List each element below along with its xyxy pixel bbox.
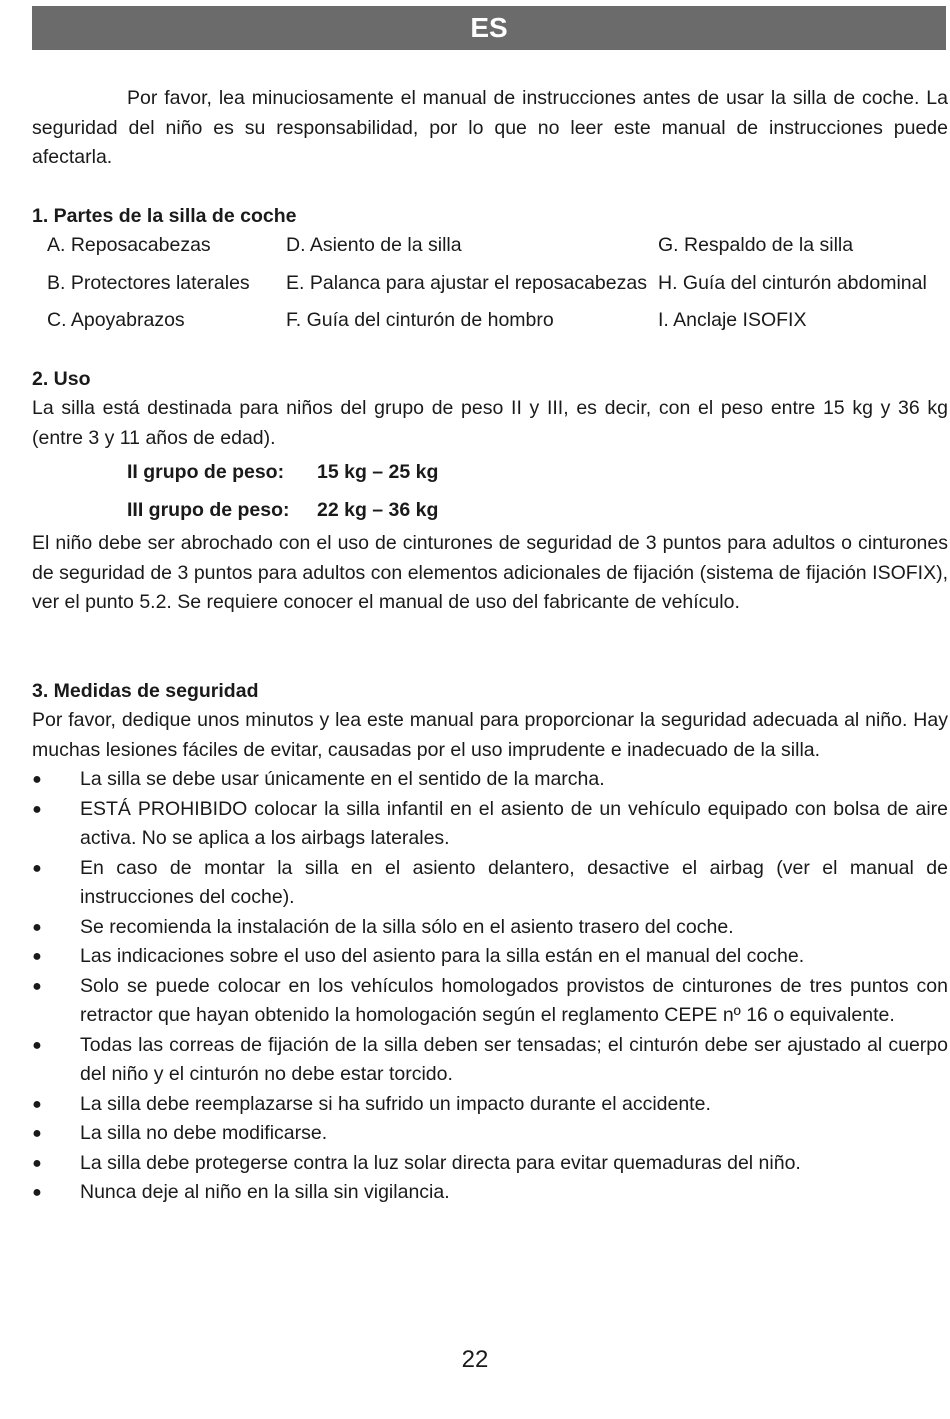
part-item: E. Palanca para ajustar el reposacabezas xyxy=(286,271,647,294)
list-item: ● La silla se debe usar únicamente en el sentido de la marcha. xyxy=(32,765,948,795)
section-3-title: 3. Medidas de seguridad xyxy=(32,679,259,702)
intro-paragraph: Por favor, lea minuciosamente el manual de instrucciones antes de usar la silla de coche. La seguridad del niño es su responsabilidad, por lo que no leer este manual de instrucciones puede afectarla. xyxy=(32,87,948,168)
bullet-icon: ● xyxy=(32,800,42,818)
usage-paragraph: La silla está destinada para niños del grupo de peso II y III, es decir, con el peso entre 15 kg y 36 kg (entre 3 y 11 años de edad). xyxy=(32,397,948,449)
part-item: F. Guía del cinturón de hombro xyxy=(286,309,554,331)
list-item: ● La silla debe protegerse contra la luz solar directa para evitar quemaduras del niño. xyxy=(32,1149,948,1179)
weight-group-value: 15 kg – 25 kg xyxy=(317,461,439,483)
weight-group-row xyxy=(127,453,948,491)
list-item: ● Nunca deje al niño en la silla sin vigilancia. xyxy=(32,1178,948,1208)
part-item: G. Respaldo de la silla xyxy=(658,234,854,256)
parts-list xyxy=(32,231,948,336)
document-body xyxy=(32,84,948,1208)
bullet-icon: ● xyxy=(32,1154,42,1172)
section-2-title: 2. Uso xyxy=(32,367,91,390)
weight-groups xyxy=(32,453,948,529)
bullet-icon: ● xyxy=(32,948,42,965)
list-item: ● Se recomienda la instalación de la silla sólo en el asiento trasero del coche. xyxy=(32,913,948,943)
list-item: ● La silla no debe modificarse. xyxy=(32,1119,948,1149)
bullet-icon: ● xyxy=(32,1036,42,1054)
part-item: D. Asiento de la silla xyxy=(286,234,462,256)
list-item: ● ESTÁ PROHIBIDO colocar la silla infantil en el asiento de un vehículo equipado con bolsa de aire activa. No se aplica a los airbags laterales. xyxy=(32,795,948,854)
bullet-icon: ● xyxy=(32,771,42,788)
list-item: ● Solo se puede colocar en los vehículos homologados provistos de cinturones de tres puntos con retractor que hayan obtenido la homologación según el reglamento CEPE nº 16 o equivalente. xyxy=(32,972,948,1031)
part-item: H. Guía del cinturón abdominal xyxy=(658,271,927,294)
bullet-icon: ● xyxy=(32,1184,42,1201)
safety-list xyxy=(32,765,948,1208)
weight-group-value: 22 kg – 36 kg xyxy=(317,499,439,521)
list-item: ● En caso de montar la silla en el asiento delantero, desactive el airbag (ver el manual de instrucciones del coche). xyxy=(32,854,948,913)
section-1-title: 1. Partes de la silla de coche xyxy=(32,204,297,227)
weight-group-row xyxy=(127,491,948,529)
weight-group-label: II grupo de peso: xyxy=(127,461,285,483)
bullet-icon: ● xyxy=(32,918,42,936)
bullet-icon: ● xyxy=(32,977,42,995)
language-header: ES xyxy=(32,6,946,50)
list-item: ● Las indicaciones sobre el uso del asiento para la silla están en el manual del coche. xyxy=(32,942,948,972)
page-number: 22 xyxy=(461,1346,489,1373)
safety-intro-paragraph: Por favor, dedique unos minutos y lea este manual para proporcionar la seguridad adecuada al niño. Hay muchas lesiones fáciles de evitar, causadas por el uso imprudente e inadecuado de la silla. xyxy=(32,709,948,761)
weight-group-label: III grupo de peso: xyxy=(127,499,290,521)
part-item: C. Apoyabrazos xyxy=(47,309,185,331)
part-item: I. Anclaje ISOFIX xyxy=(658,309,807,331)
bullet-icon: ● xyxy=(32,1125,42,1142)
part-item: A. Reposacabezas xyxy=(47,234,211,256)
list-item: ● La silla debe reemplazarse si ha sufrido un impacto durante el accidente. xyxy=(32,1090,948,1120)
bullet-icon: ● xyxy=(32,859,42,877)
fastening-paragraph: El niño debe ser abrochado con el uso de cinturones de seguridad de 3 puntos para adultos o cinturones de seguridad de 3 puntos para adultos con elementos adicionales de fijación (sistema de fijación ISOFIX), ver el punto 5.2. Se requiere conocer el manual de uso del fabricante de vehículo. xyxy=(32,532,948,613)
bullet-icon: ● xyxy=(32,1095,42,1113)
list-item: ● Todas las correas de fijación de la silla deben ser tensadas; el cinturón debe ser ajustado al cuerpo del niño y el cinturón no debe estar torcido. xyxy=(32,1031,948,1090)
part-item: B. Protectores laterales xyxy=(47,271,250,294)
